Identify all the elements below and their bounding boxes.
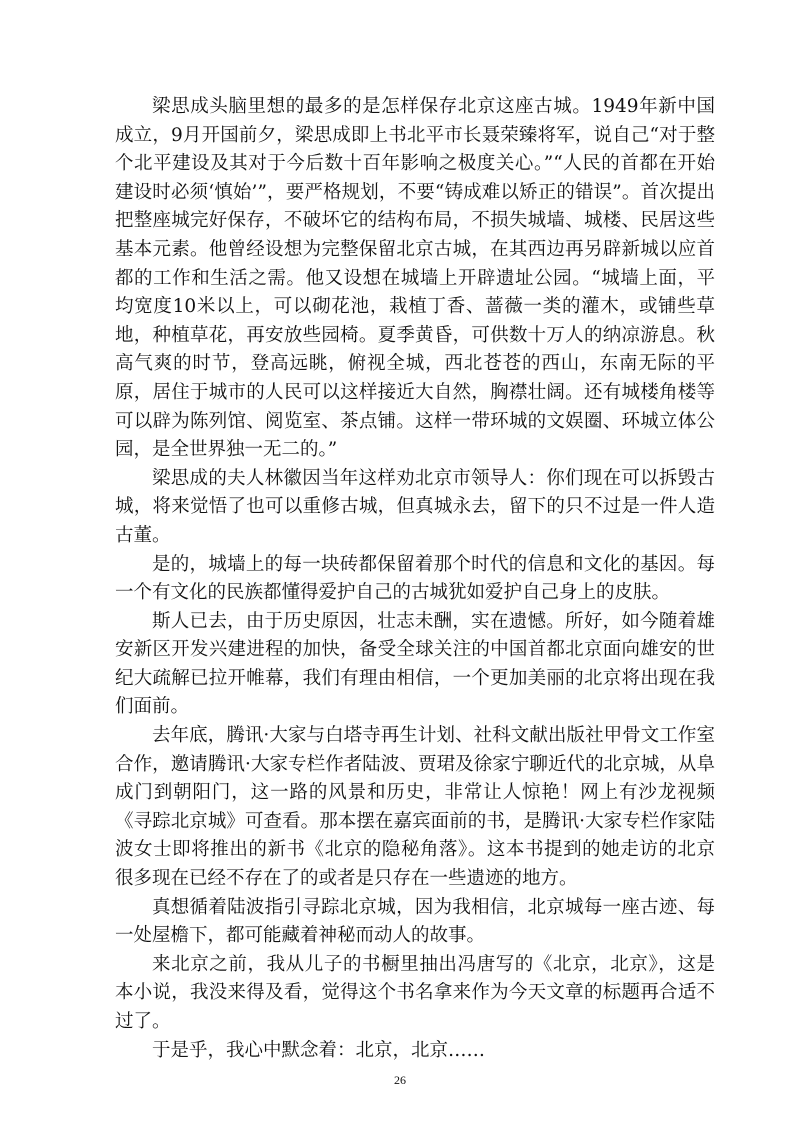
paragraph: 来北京之前，我从儿子的书橱里抽出冯唐写的《北京，北京》，这是本小说，我没来得及看，觉得这个书名拿来作为今天文章的标题再合适不过了。 [115,953,715,1032]
paragraph: 真想循着陆波指引寻踪北京城，因为我相信，北京城每一座古迹、每一处屋檐下，都可能藏着神秘而动人的故事。 [115,896,715,947]
paragraph: 是的，城墙上的每一块砖都保留着那个时代的信息和文化的基因。每一个有文化的民族都懂得爱护自己的古城犹如爱护自己身上的皮肤。 [115,553,715,604]
paragraph: 去年底，腾讯·大家与白塔寺再生计划、社科文献出版社甲骨文工作室合作，邀请腾讯·大家专栏作者陆波、贾珺及徐家宁聊近代的北京城，从阜成门到朝阳门，这一路的风景和历史，非常让人惊艳！网上有沙龙视频《寻踪北京城》可查看。那本摆在嘉宾面前的书，是腾讯·大家专栏作家陆波女士即将推出的新书《北京的隐秘角落》。这本书提到的她走访的北京很多现在已经不存在了的或者是只存在一些遗迹的地方。 [115,725,715,890]
page-number: 26 [394,1073,406,1087]
paragraph: 斯人已去，由于历史原因，壮志未酬，实在遗憾。所好，如今随着雄安新区开发兴建进程的加快，备受全球关注的中国首都北京面向雄安的世纪大疏解已拉开帷幕，我们有理由相信，一个更加美丽的北京将出现在我们面前。 [115,610,715,718]
body-text [115,93,715,1065]
paragraph: 梁思成的夫人林徽因当年这样劝北京市领导人：你们现在可以拆毁古城，将来觉悟了也可以重修古城，但真城永去，留下的只不过是一件人造古董。 [115,467,715,546]
paragraph: 于是乎，我心中默念着：北京，北京…… [152,1039,486,1061]
paragraph: 梁思成头脑里想的最多的是怎样保存北京这座古城。1949年新中国成立，9月开国前夕，梁思成即上书北平市长聂荣臻将军，说自己“对于整个北平建设及其对于今后数十百年影响之极度关心。”“人民的首都在开始建设时必须‘慎始’”，要严格规划，不要“铸成难以矫正的错误”。首次提出把整座城完好保存，不破坏它的结构布局，不损失城墙、城楼、民居这些基本元素。他曾经设想为完整保留北京古城，在其西边再另辟新城以应首都的工作和生活之需。他又设想在城墙上开辟遗址公园。“城墙上面，平均宽度10米以上，可以砌花池，栽植丁香、蔷薇一类的灌木，或铺些草地，种植草花，再安放些园椅。夏季黄昏，可供数十万人的纳凉游息。秋高气爽的时节，登高远眺，俯视全城，西北苍苍的西山，东南无际的平原，居住于城市的人民可以这样接近大自然，胸襟壮阔。还有城楼角楼等可以辟为陈列馆、阅览室、茶点铺。这样一带环城的文娱圈、环城立体公园，是全世界独一无二的。” [115,96,715,461]
